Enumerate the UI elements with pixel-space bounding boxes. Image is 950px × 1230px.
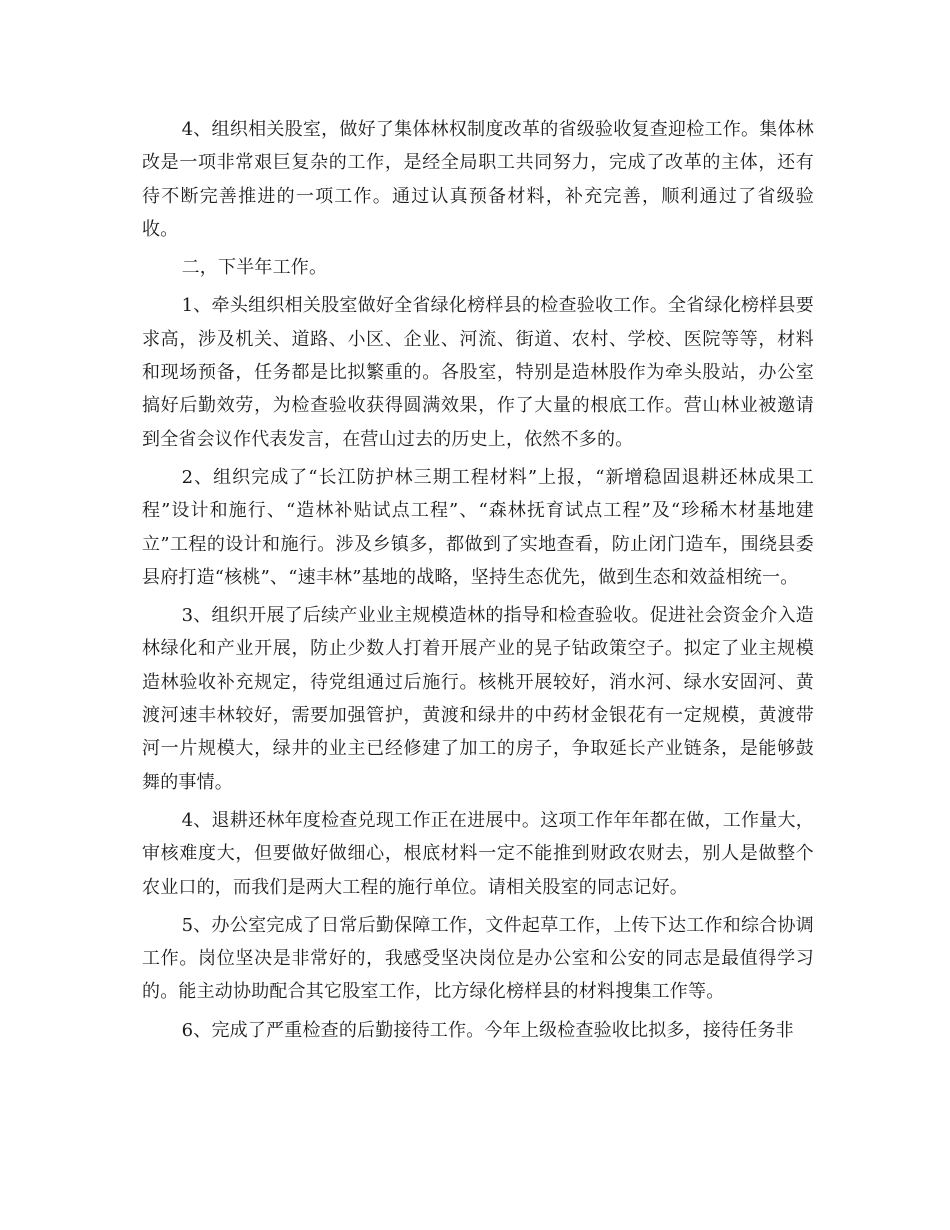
paragraph-5: 3、组织开展了后续产业业主规模造林的指导和检查验收。促进社会资金介入造林绿化和产业开展，防止少数人打着开展产业的晃子钻政策空子。拟定了业主规模造林验收补充规定，待党组通过后施行。核桃开展较好，消水河、绿水安固河、黄渡河速丰林较好，需要加强管护，黄渡和绿井的中药材金银花有一定规模，黄渡带河一片规模大，绿井的业主已经修建了加工的房子，争取延长产业链条，是能够鼓舞的事情。 [142,605,814,793]
paragraph-8: 6、完成了严重检查的后勤接待工作。今年上级检查验收比拟多，接待任务非 [181,1019,794,1041]
paragraph-2: 二，下半年工作。 [181,257,328,279]
paragraph-1: 4、组织相关股室，做好了集体林权制度改革的省级验收复查迎检工作。集体林改是一项非常艰巨复杂的工作，是经全局职工共同努力，完成了改革的主体，还有待不断完善推进的一项工作。通过认真预备材料，补充完善，顺利通过了省级验收。 [142,119,814,240]
paragraph-3: 1、牵头组织相关股室做好全省绿化榜样县的检查验收工作。全省绿化榜样县要求高，涉及机关、道路、小区、企业、河流、街道、农村、学校、医院等等，材料和现场预备，任务都是比拟繁重的。各股室，特别是造林股作为牵头股站，办公室搞好后勤效劳，为检查验收获得圆满效果，作了大量的根底工作。营山林业被邀请到全省会议作代表发言，在营山过去的历史上，依然不多的。 [142,295,814,450]
paragraph-6: 4、退耕还林年度检查兑现工作正在进展中。这项工作年年都在做，工作量大，审核难度大，但要做好做细心，根底材料一定不能推到财政农财去，别人是做整个农业口的，而我们是两大工程的施行单位。请相关股室的同志记好。 [142,809,814,898]
paragraph-7: 5、办公室完成了日常后勤保障工作，文件起草工作，上传下达工作和综合协调工作。岗位坚决是非常好的，我感受坚决岗位是办公室和公安的同志是最值得学习的。能主动协助配合其它股室工作，比方绿化榜样县的材料搜集工作等。 [142,914,814,1003]
paragraph-4: 2、组织完成了“长江防护林三期工程材料”上报，“新增稳固退耕还林成果工程”设计和施行、“造林补贴试点工程”、“森林抚育试点工程”及“珍稀木材基地建立”工程的设计和施行。涉及乡镇多，都做到了实地查看，防止闭门造车，围绕县委县府打造“核桃”、“速丰林”基地的战略，坚持生态优先，做到生态和效益相统一。 [142,466,814,588]
document-body [142,113,814,1052]
